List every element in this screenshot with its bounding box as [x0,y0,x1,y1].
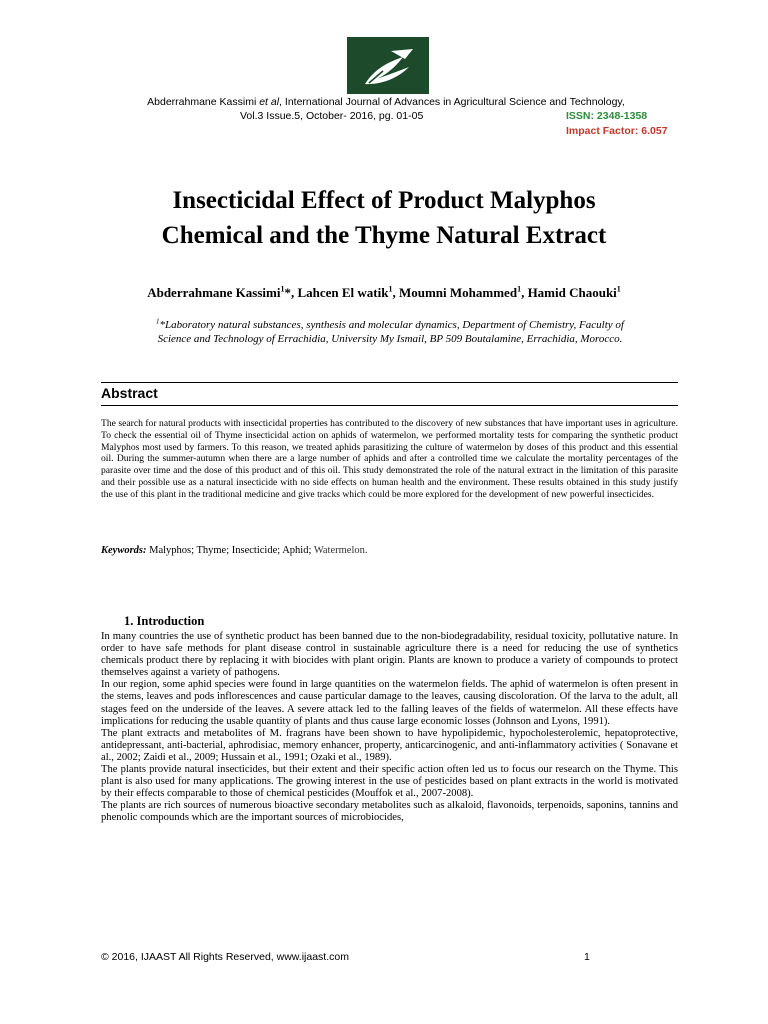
author-4: Hamid Chaouki$^1$ [527,284,621,300]
intro-paragraph-2: In our region, some aphid species were found in large quantities on the watermelon fields. The aphid of watermelon is often present in the stems, leaves and pods inflorescences and cause particular damage to the leaves, causing discoloration. Of the larva to the adult, all stages feed on the underside of the leaves. A severe attack led to the falling leaves of the fields of watermelon. All these effects have implications for reducing the usable quantity of plants and thus cause large economic losses (Johnson and Lyons, 1991). [101,679,678,727]
keywords-last: Watermelon. [313,545,368,556]
abstract-body: The search for natural products with insecticidal properties has contributed to the discovery of new substances that have important uses in agriculture. To check the essential oil of Thyme insecticidal action on aphids of watermelon, we performed mortality tests for comparing the synthetic product Malyphos most used by farmers. To this reason, we treated aphids parasitizing the culture of watermelon by doses of this product and this essential oil. During the summer-autumn when there are a large number of aphids and after a controlled time we calculate the mortality percentages of the parasite over time and the dose of this product and of this oil. This study demonstrated the role of the natural extract in the limitation of this parasite and their possible use as a natural insecticide with no side effects on human health and the environment. These results obtained in this study justify the use of this plant in the traditional medicine and give tracks which could be more explored for the development of new powerful insecticides. [101,418,678,500]
title-line-2: Chemical and the Thyme Natural Extract [161,222,607,249]
issn-label: ISSN: 2348-1358 [566,110,648,122]
author-list [60,285,708,301]
affiliation [100,318,680,346]
abstract-heading: Abstract [101,385,158,401]
title-line-1: Insecticidal Effect of Product Malyphos [172,187,596,214]
impact-factor-label: Impact Factor: 6.057 [566,125,668,137]
introduction-body [101,631,678,825]
intro-paragraph-1: In many countries the use of synthetic product has been banned due to the non-biodegradability, residual toxicity, pollutative nature. In order to have safe methods for plant disease control in sustainable agriculture there is a need for reducing the use of synthetics chemicals product there by replacing it with biocides with plant origin. Plants are known to produce a variety of compounds to protect themselves against a variety of pathogens. [101,631,678,679]
author-3: Moumni Mohammed$^1$, [398,284,528,300]
keywords-line [101,545,678,556]
introduction-heading: 1. Introduction [124,614,205,628]
abstract-rule-bottom [101,405,678,406]
intro-paragraph-5: The plants are rich sources of numerous bioactive secondary metabolites such as alkaloid, flavonoids, terpenoids, saponins, tannins and phenolic compounds which are the important sources of microbiocides, [101,800,678,824]
keywords-label: Keywords: [101,545,147,556]
intro-paragraph-4: The plants provide natural insecticides, but their extent and their specific action often led us to focus our research on the Thyme. This plant is also used for many applications. The growing interest in the use of pesticides based on plant extracts in the world is motivated by their effects comparable to those of chemical pesticides (Mouffok et al., 2007-2008). [101,764,678,800]
affiliation-line-1: $^1$*Laboratory natural substances, synthesis and molecular dynamics, Department of Chemistry, Faculty of [156,317,624,331]
intro-paragraph-3: The plant extracts and metabolites of M. fragrans have been shown to have hypolipidemic, hypocholesterolemic, hepatoprotective, antidepressant, anti-bacterial, aphrodisiac, memory enhancer, property, anticarcinogenic, and anti-inflammatory activities ( Sonavane et al., 2002; Zaidi et al., 2009; Hussain et al., 1991; Ozaki et al., 1989). [101,727,678,763]
abstract-rule-top [101,382,678,383]
keywords-values: Malyphos; Thyme; Insecticide; Aphid; [146,545,314,556]
citation-line-2: Vol.3 Issue.5, October- 2016, pg. 01-05 [240,110,424,122]
journal-leaf-logo-icon [347,37,429,94]
paper-title [60,183,708,253]
author-1: Abderrahmane Kassimi$^1$*, [147,284,298,300]
footer-copyright: © 2016, IJAAST All Rights Reserved, www.ijaast.com [101,951,349,963]
affiliation-line-2: Science and Technology of Errachidia, University My Ismail, BP 509 Boutalamine, Errachidia, Morocco. [157,333,623,345]
page-number: 1 [584,951,590,963]
citation-line-1: Abderrahmane Kassimi et al, International Journal of Advances in Agricultural Science and Technology, [147,96,625,108]
author-2: Lahcen El watik$^1$, [297,284,399,300]
